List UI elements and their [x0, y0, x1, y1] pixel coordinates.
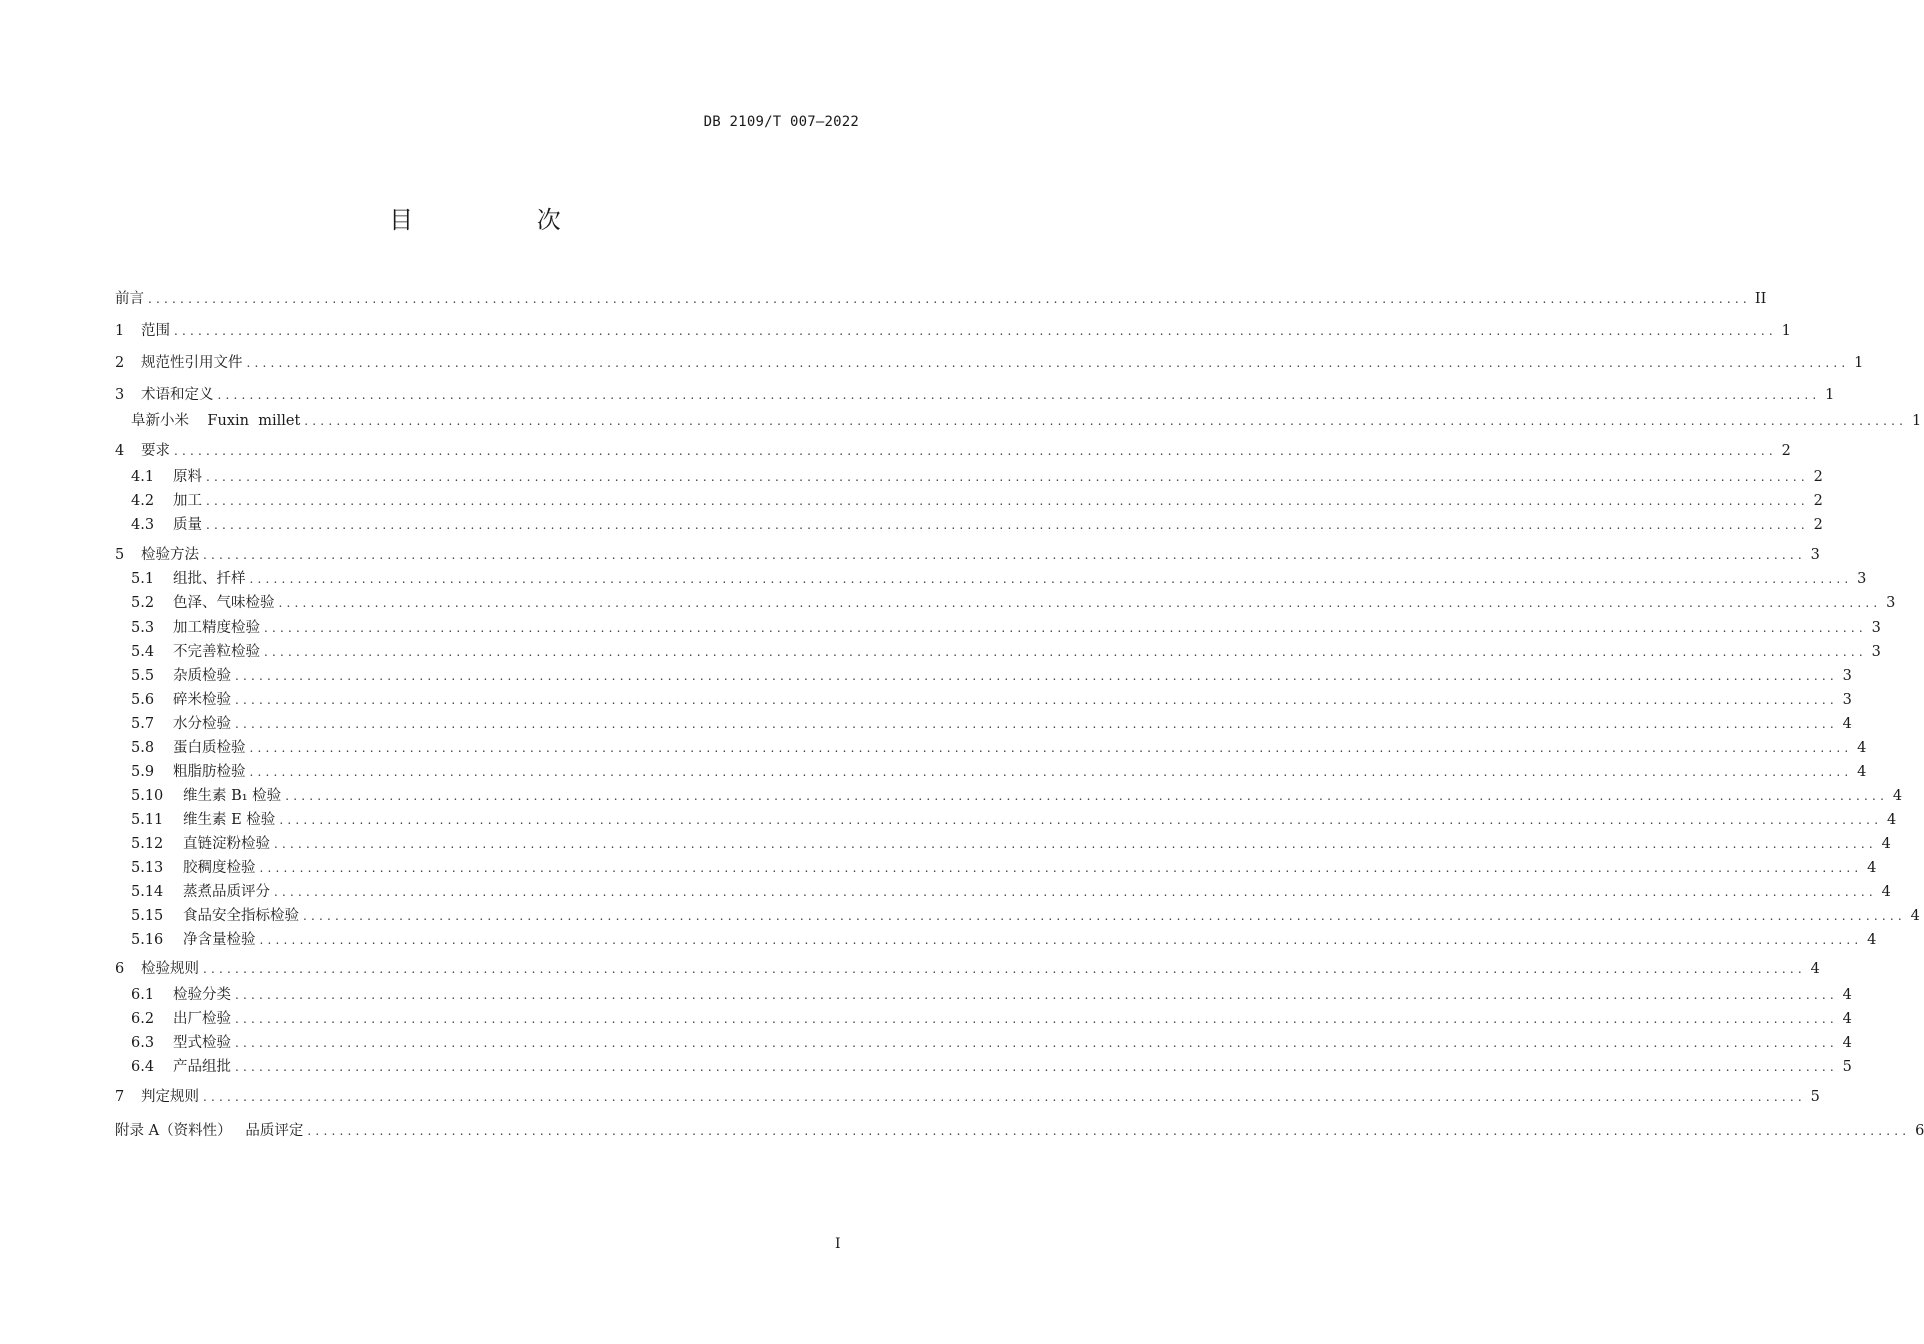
toc-entry[interactable]: [115, 320, 1791, 342]
toc-entry-number: 5.8: [131, 740, 155, 756]
toc-leader-dots: ........................................................................................................................................................................................................: [206, 518, 1809, 532]
toc-entry[interactable]: [131, 737, 1867, 759]
toc-entry[interactable]: [131, 490, 1823, 512]
toc-leader-dots: ........................................................................................................................................................................................................: [278, 596, 1882, 610]
toc-entry-title: 加工精度检验: [173, 620, 260, 636]
toc-entry-number: 4.3: [131, 517, 155, 533]
toc-entry[interactable]: [131, 713, 1852, 735]
toc-entry-title: 维生素 E 检验: [183, 812, 276, 828]
toc-leader-dots: ........................................................................................................................................................................................................: [279, 813, 1883, 827]
toc-entry-page: 3: [1842, 692, 1852, 708]
toc-entry-title: 附录 A（资料性） 品质评定: [115, 1123, 304, 1139]
toc-entry-title: 检验分类: [173, 987, 231, 1003]
toc-entry-title: 型式检验: [173, 1035, 231, 1051]
toc-entry-page: 5: [1842, 1059, 1852, 1075]
toc-leader-dots: ........................................................................................................................................................................................................: [148, 292, 1751, 306]
toc-entry[interactable]: [131, 665, 1852, 687]
toc-leader-dots: ........................................................................................................................................................................................................: [174, 444, 1777, 458]
toc-leader-dots: ........................................................................................................................................................................................................: [249, 741, 1853, 755]
toc-entry-page: 4: [1842, 987, 1852, 1003]
toc-entry-title: 蒸煮品质评分: [183, 884, 270, 900]
toc-leader-dots: ........................................................................................................................................................................................................: [206, 470, 1809, 484]
toc-entry[interactable]: [131, 689, 1852, 711]
toc-entry[interactable]: [131, 1056, 1852, 1078]
toc-entry-number: 5.4: [131, 644, 155, 660]
toc-leader-dots: ........................................................................................................................................................................................................: [246, 356, 1850, 370]
toc-entry-title: 杂质检验: [173, 668, 231, 684]
toc-entry[interactable]: [131, 857, 1877, 879]
toc-entry-title: 碎米检验: [173, 692, 231, 708]
toc-entry-page: 5: [1810, 1089, 1820, 1105]
toc-entry-title: 要求: [141, 443, 170, 459]
toc-entry-page: 2: [1813, 517, 1823, 533]
toc-entry-title: 色泽、气味检验: [173, 595, 275, 611]
toc-entry-title: 加工: [173, 493, 202, 509]
toc-entry-number: 5.6: [131, 692, 155, 708]
toc-leader-dots: ........................................................................................................................................................................................................: [285, 789, 1889, 803]
toc-entry-page: 1: [1911, 413, 1922, 429]
toc-entry-page: 3: [1842, 668, 1852, 684]
toc-entry[interactable]: [131, 568, 1867, 590]
toc-entry-number: 5.9: [131, 764, 155, 780]
toc-entry-page: 2: [1813, 493, 1823, 509]
toc-entry-number: 5.5: [131, 668, 155, 684]
toc-entry-title: 不完善粒检验: [173, 644, 260, 660]
toc-entry-number: 6.4: [131, 1059, 155, 1075]
toc-entry-page: 4: [1881, 836, 1891, 852]
toc-entry-number: 5.15: [131, 908, 164, 924]
toc-entry-number: 4.1: [131, 469, 155, 485]
toc-entry-number: 5.7: [131, 716, 155, 732]
toc-entry-title: 范围: [141, 323, 170, 339]
toc-leader-dots: ........................................................................................................................................................................................................: [259, 933, 1863, 947]
toc-entry[interactable]: [131, 1008, 1852, 1030]
toc-entry-number: 7: [115, 1089, 125, 1105]
toc-leader-dots: ........................................................................................................................................................................................................: [235, 717, 1838, 731]
toc-entry-title: 质量: [173, 517, 202, 533]
toc-entry-number: 5.10: [131, 788, 164, 804]
toc-entry-title: 维生素 B₁ 检验: [183, 788, 282, 804]
toc-entry[interactable]: [131, 905, 1920, 927]
toc-entry-page: 4: [1857, 740, 1867, 756]
page-number: I: [835, 1236, 841, 1252]
toc-entry-page: 3: [1871, 644, 1881, 660]
toc-entry-page: 4: [1842, 716, 1852, 732]
toc-entry-page: 3: [1810, 547, 1820, 563]
toc-leader-dots: ........................................................................................................................................................................................................: [235, 1036, 1838, 1050]
toc-entry-number: 5.1: [131, 571, 155, 587]
toc-entry-page: 2: [1813, 469, 1823, 485]
toc-entry-title: 组批、扦样: [173, 571, 246, 587]
toc-entry-title: 蛋白质检验: [173, 740, 246, 756]
toc-entry[interactable]: [131, 617, 1881, 639]
toc-entry-number: 6.3: [131, 1035, 155, 1051]
toc-entry[interactable]: [131, 809, 1897, 831]
toc-entry[interactable]: [115, 544, 1820, 566]
toc-entry-page: 3: [1871, 620, 1881, 636]
toc-leader-dots: ........................................................................................................................................................................................................: [264, 621, 1867, 635]
toc-entry-page: 6: [1915, 1123, 1924, 1139]
toc-leader-dots: ........................................................................................................................................................................................................: [174, 324, 1777, 338]
toc-leader-dots: ........................................................................................................................................................................................................: [259, 861, 1863, 875]
toc-entry-number: 2: [115, 355, 125, 371]
toc-leader-dots: ........................................................................................................................................................................................................: [203, 548, 1806, 562]
toc-entry-title: 出厂检验: [173, 1011, 231, 1027]
toc-entry-title: 粗脂肪检验: [173, 764, 246, 780]
toc-leader-dots: ........................................................................................................................................................................................................: [249, 572, 1853, 586]
toc-entry-number: 5.14: [131, 884, 164, 900]
toc-entry-title: 判定规则: [141, 1089, 199, 1105]
toc-entry[interactable]: [115, 352, 1864, 374]
toc-leader-dots: ........................................................................................................................................................................................................: [303, 909, 1906, 923]
toc-entry-page: 3: [1857, 571, 1867, 587]
toc-leader-dots: ........................................................................................................................................................................................................: [235, 1012, 1838, 1026]
toc-leader-dots: ........................................................................................................................................................................................................: [274, 837, 1877, 851]
toc-entry-page: 4: [1881, 884, 1891, 900]
toc-entry-page: 4: [1867, 860, 1877, 876]
toc-entry-title: 原料: [173, 469, 202, 485]
toc-entry-number: 6: [115, 961, 125, 977]
toc-entry-page: 4: [1892, 788, 1903, 804]
toc-entry-title: 胶稠度检验: [183, 860, 256, 876]
toc-entry-title: 阜新小米 Fuxin millet: [131, 413, 301, 429]
toc-entry-page: 3: [1886, 595, 1896, 611]
toc-entry[interactable]: [131, 1032, 1852, 1054]
toc-entry-number: 5: [115, 547, 125, 563]
toc-entry-number: 1: [115, 323, 125, 339]
page-title: 目 次: [389, 206, 619, 234]
toc-leader-dots: ........................................................................................................................................................................................................: [235, 988, 1838, 1002]
toc-entry-number: 5.13: [131, 860, 164, 876]
toc-entry-title: 前言: [115, 291, 144, 307]
toc-entry-title: 检验规则: [141, 961, 199, 977]
toc-leader-dots: ........................................................................................................................................................................................................: [235, 669, 1838, 683]
toc-entry-title: 食品安全指标检验: [183, 908, 299, 924]
toc-leader-dots: ........................................................................................................................................................................................................: [264, 645, 1867, 659]
toc-entry[interactable]: [115, 1120, 1924, 1142]
toc-leader-dots: ........................................................................................................................................................................................................: [203, 962, 1806, 976]
toc-leader-dots: ........................................................................................................................................................................................................: [307, 1124, 1911, 1138]
toc-entry[interactable]: [115, 384, 1835, 406]
toc-entry[interactable]: [115, 1086, 1820, 1108]
toc-entry-title: 规范性引用文件: [141, 355, 243, 371]
toc-entry[interactable]: [131, 833, 1891, 855]
toc-entry-page: 4: [1857, 764, 1867, 780]
document-code: DB 2109/T 007—2022: [703, 114, 859, 130]
toc-leader-dots: ........................................................................................................................................................................................................: [217, 388, 1821, 402]
toc-entry[interactable]: [131, 881, 1891, 903]
toc-entry-page: 4: [1910, 908, 1920, 924]
toc-entry-page: 4: [1842, 1011, 1852, 1027]
toc-entry[interactable]: [131, 592, 1896, 614]
toc-entry[interactable]: [115, 440, 1791, 462]
toc-entry-page: 4: [1810, 961, 1820, 977]
toc-entry[interactable]: [131, 410, 1922, 432]
toc-entry-page: 4: [1886, 812, 1897, 828]
toc-entry-number: 6.2: [131, 1011, 155, 1027]
toc-entry-number: 5.2: [131, 595, 155, 611]
toc-entry-page: 2: [1781, 443, 1791, 459]
toc-leader-dots: ........................................................................................................................................................................................................: [235, 693, 1838, 707]
toc-entry-page: 4: [1867, 932, 1877, 948]
toc-entry[interactable]: [131, 929, 1877, 951]
toc-entry-number: 6.1: [131, 987, 155, 1003]
toc-entry-title: 检验方法: [141, 547, 199, 563]
toc-entry[interactable]: [131, 984, 1852, 1006]
toc-entry-page: II: [1754, 291, 1767, 307]
toc-entry[interactable]: [115, 958, 1820, 980]
toc-entry[interactable]: [131, 641, 1881, 663]
toc-entry-title: 术语和定义: [141, 387, 214, 403]
toc-entry[interactable]: [131, 785, 1903, 807]
toc-entry-number: 5.16: [131, 932, 164, 948]
toc-entry[interactable]: [131, 514, 1823, 536]
toc-entry-title: 净含量检验: [183, 932, 256, 948]
toc-leader-dots: ........................................................................................................................................................................................................: [206, 494, 1809, 508]
toc-entry-page: 1: [1781, 323, 1791, 339]
toc-entry-page: 1: [1854, 355, 1864, 371]
toc-entry-number: 4.2: [131, 493, 155, 509]
toc-entry-number: 3: [115, 387, 125, 403]
toc-entry[interactable]: [131, 761, 1867, 783]
toc-leader-dots: ........................................................................................................................................................................................................: [304, 414, 1908, 428]
toc-entry[interactable]: [131, 466, 1823, 488]
toc-entry-number: 5.12: [131, 836, 164, 852]
toc-entry-title: 水分检验: [173, 716, 231, 732]
toc-entry[interactable]: [115, 288, 1767, 310]
toc-leader-dots: ........................................................................................................................................................................................................: [235, 1060, 1838, 1074]
toc-entry-title: 直链淀粉检验: [183, 836, 270, 852]
toc-leader-dots: ........................................................................................................................................................................................................: [274, 885, 1877, 899]
toc-entry-number: 5.11: [131, 812, 164, 828]
toc-entry-page: 1: [1825, 387, 1835, 403]
toc-leader-dots: ........................................................................................................................................................................................................: [249, 765, 1853, 779]
toc-leader-dots: ........................................................................................................................................................................................................: [203, 1090, 1806, 1104]
toc-entry-number: 4: [115, 443, 125, 459]
toc-entry-title: 产品组批: [173, 1059, 231, 1075]
toc-entry-number: 5.3: [131, 620, 155, 636]
toc-entry-page: 4: [1842, 1035, 1852, 1051]
